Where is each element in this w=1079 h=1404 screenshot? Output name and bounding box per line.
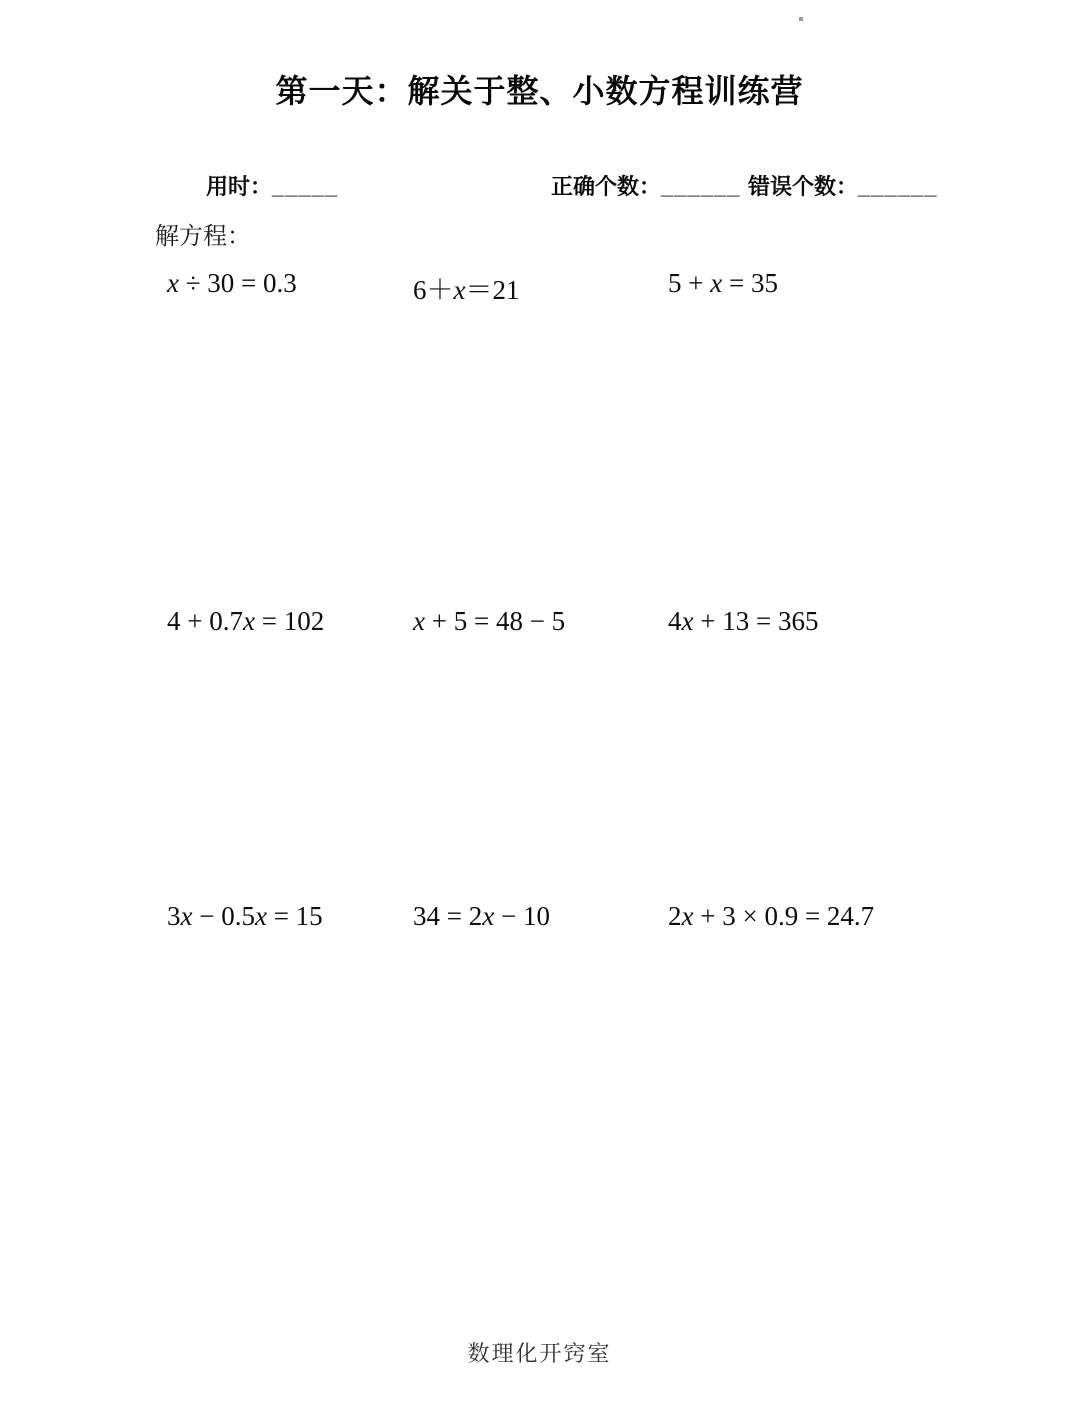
time-used-field [206,170,338,201]
equation: 34 = 2x − 10 [413,901,550,931]
wrong-count-blank: ______ [858,174,938,199]
equation: 4x + 13 = 365 [668,606,819,636]
wrong-count-label: 错误个数： [748,174,859,199]
equation: 2x + 3 × 0.9 = 24.7 [668,901,875,931]
correct-count-blank: ______ [661,174,741,199]
time-used-label: 用时： [206,174,273,199]
equation: 5 + x = 35 [668,268,778,298]
equation: 4 + 0.7x = 102 [167,606,325,636]
scan-dot-artifact [799,17,803,21]
page-title: 第一天：解关于整、小数方程训练营 [275,73,804,109]
equation-row [0,901,1079,941]
equation: x + 5 = 48 − 5 [413,606,566,636]
time-used-blank: _____ [272,174,339,199]
footer-brand: 数理化开窍室 [467,1341,612,1366]
wrong-count-field [748,170,937,201]
correct-count-label: 正确个数： [551,174,662,199]
equation: 3x − 0.5x = 15 [167,901,323,931]
equation-row [0,268,1079,308]
equation-row [0,606,1079,646]
equation: 6＋x＝21 [413,275,520,305]
equation: x ÷ 30 = 0.3 [167,268,297,298]
correct-count-field [551,170,740,201]
section-label-solve-equations: 解方程： [155,224,251,250]
